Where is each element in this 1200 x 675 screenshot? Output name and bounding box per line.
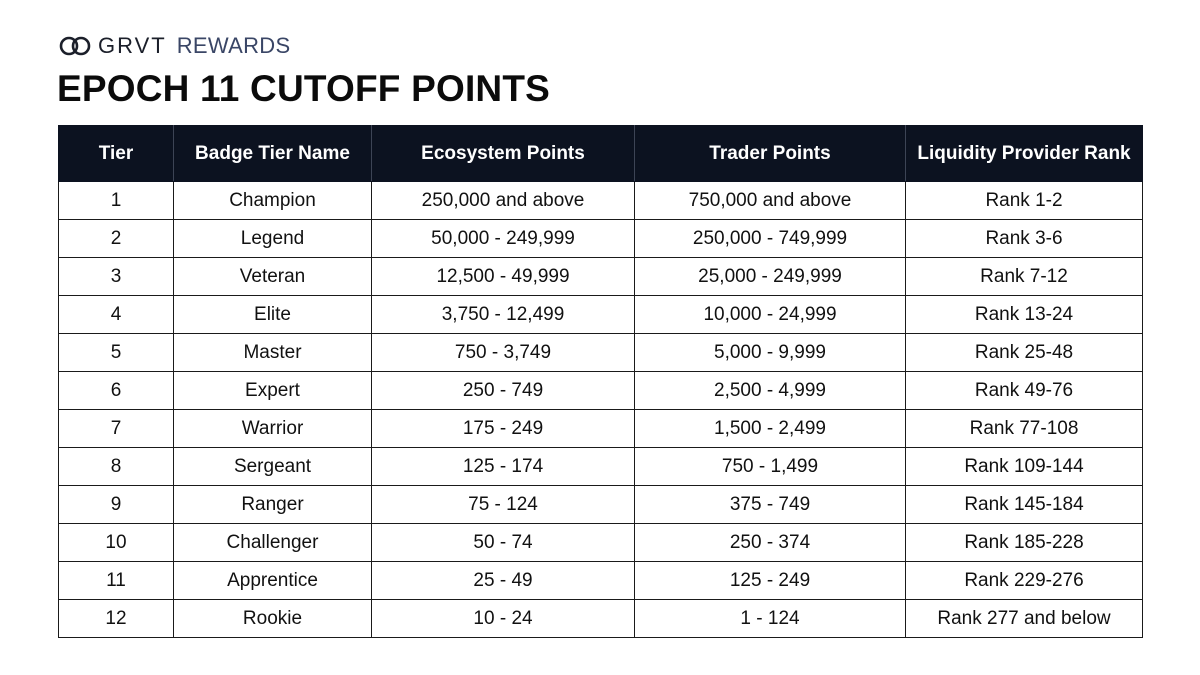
table-cell: Rank 25-48 (906, 334, 1143, 372)
table-row (59, 296, 1143, 334)
table-cell: 25 - 49 (372, 562, 635, 600)
table-row (59, 334, 1143, 372)
brand-name: GRVT (98, 33, 167, 58)
table-cell: 375 - 749 (635, 486, 906, 524)
table-cell: Rank 1-2 (906, 182, 1143, 220)
table-cell: Rank 7-12 (906, 258, 1143, 296)
table-cell: 7 (59, 410, 174, 448)
table-cell: 125 - 249 (635, 562, 906, 600)
table-cell: Rank 277 and below (906, 600, 1143, 638)
table-cell: 250 - 374 (635, 524, 906, 562)
table-cell: 2 (59, 220, 174, 258)
table-cell: Master (174, 334, 372, 372)
brand-subtitle: REWARDS (176, 33, 291, 58)
table-cell: Apprentice (174, 562, 372, 600)
table-row (59, 258, 1143, 296)
table-row (59, 220, 1143, 258)
table-cell: Ranger (174, 486, 372, 524)
table-cell: Sergeant (174, 448, 372, 486)
table-row (59, 448, 1143, 486)
table-cell: Elite (174, 296, 372, 334)
table-cell: 5,000 - 9,999 (635, 334, 906, 372)
table-cell: 175 - 249 (372, 410, 635, 448)
page-title: EPOCH 11 CUTOFF POINTS (57, 68, 551, 109)
table-cell: Expert (174, 372, 372, 410)
table-row (59, 600, 1143, 638)
table-cell: Rank 185-228 (906, 524, 1143, 562)
table-cell: Rank 77-108 (906, 410, 1143, 448)
table-row (59, 182, 1143, 220)
table-cell: Rookie (174, 600, 372, 638)
table-cell: Rank 49-76 (906, 372, 1143, 410)
table-cell: 1,500 - 2,499 (635, 410, 906, 448)
table-cell: 12 (59, 600, 174, 638)
table-cell: 5 (59, 334, 174, 372)
table-cell: 9 (59, 486, 174, 524)
column-header: Trader Points (635, 126, 906, 182)
table-row (59, 372, 1143, 410)
table-cell: 75 - 124 (372, 486, 635, 524)
table-cell: Veteran (174, 258, 372, 296)
column-header: Liquidity Provider Rank (906, 126, 1143, 182)
table-cell: 750 - 1,499 (635, 448, 906, 486)
grvt-logo-icon (58, 35, 92, 57)
table-cell: 250 - 749 (372, 372, 635, 410)
table-cell: Rank 3-6 (906, 220, 1143, 258)
table-cell: Rank 229-276 (906, 562, 1143, 600)
table-cell: 6 (59, 372, 174, 410)
table-cell: Champion (174, 182, 372, 220)
table-cell: 10 - 24 (372, 600, 635, 638)
table-header-row (59, 126, 1143, 182)
table-cell: Warrior (174, 410, 372, 448)
cutoff-points-table (58, 125, 1143, 638)
table-cell: 8 (59, 448, 174, 486)
table-cell: Challenger (174, 524, 372, 562)
table-cell: 25,000 - 249,999 (635, 258, 906, 296)
table-cell: 750,000 and above (635, 182, 906, 220)
brand-header (58, 32, 290, 60)
table-cell: 750 - 3,749 (372, 334, 635, 372)
column-header: Tier (59, 126, 174, 182)
table-cell: 10,000 - 24,999 (635, 296, 906, 334)
table-cell: Legend (174, 220, 372, 258)
table-cell: 4 (59, 296, 174, 334)
table-cell: 1 - 124 (635, 600, 906, 638)
table-cell: 50,000 - 249,999 (372, 220, 635, 258)
table-cell: 3,750 - 12,499 (372, 296, 635, 334)
table-row (59, 524, 1143, 562)
table-cell: 250,000 and above (372, 182, 635, 220)
table-row (59, 486, 1143, 524)
column-header: Ecosystem Points (372, 126, 635, 182)
table-cell: 12,500 - 49,999 (372, 258, 635, 296)
table-cell: Rank 13-24 (906, 296, 1143, 334)
table-cell: Rank 109-144 (906, 448, 1143, 486)
column-header: Badge Tier Name (174, 126, 372, 182)
table-cell: Rank 145-184 (906, 486, 1143, 524)
table-cell: 250,000 - 749,999 (635, 220, 906, 258)
table-cell: 1 (59, 182, 174, 220)
table-cell: 11 (59, 562, 174, 600)
table-cell: 125 - 174 (372, 448, 635, 486)
table-cell: 10 (59, 524, 174, 562)
table-cell: 3 (59, 258, 174, 296)
table-row (59, 410, 1143, 448)
table-cell: 50 - 74 (372, 524, 635, 562)
table-row (59, 562, 1143, 600)
table-cell: 2,500 - 4,999 (635, 372, 906, 410)
table-body (59, 182, 1143, 638)
